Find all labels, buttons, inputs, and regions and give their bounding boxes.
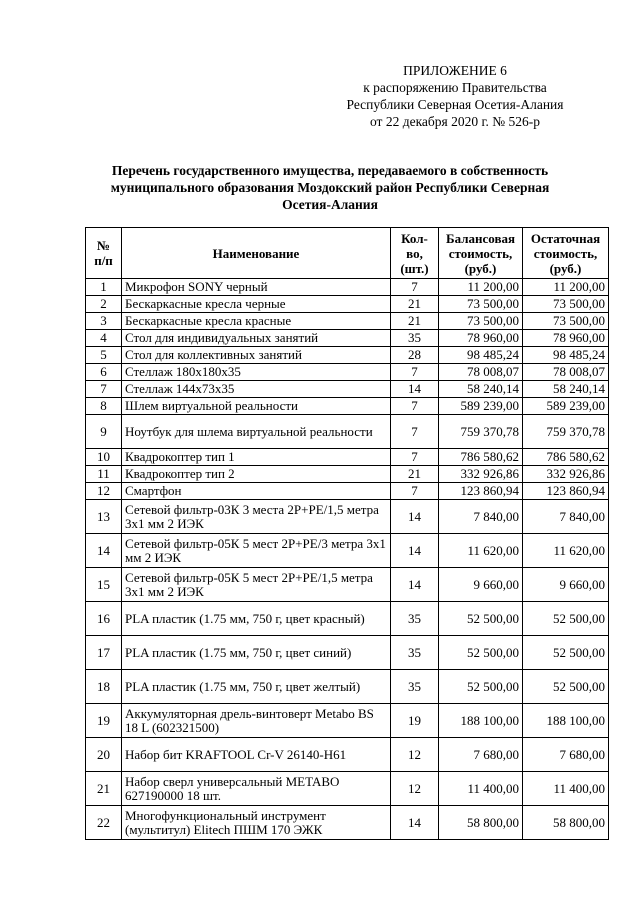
row-number: 11	[86, 466, 122, 483]
item-residual-value: 11 620,00	[523, 534, 609, 568]
table-row	[86, 483, 609, 500]
header-quantity-line: во,	[406, 245, 423, 261]
item-quantity: 35	[391, 636, 439, 670]
header-balance-line: Балансовая	[446, 230, 515, 246]
item-residual-value: 11 200,00	[523, 279, 609, 296]
item-residual-value: 332 926,86	[523, 466, 609, 483]
item-balance-value: 188 100,00	[439, 704, 523, 738]
table-row	[86, 500, 609, 534]
item-quantity: 7	[391, 398, 439, 415]
item-name: Бескаркасные кресла черные	[122, 296, 391, 313]
item-quantity: 14	[391, 534, 439, 568]
table-row	[86, 347, 609, 364]
item-name: PLA пластик (1.75 мм, 750 г, цвет синий)	[122, 636, 391, 670]
table-row	[86, 670, 609, 704]
table-row	[86, 330, 609, 347]
item-balance-value: 9 660,00	[439, 568, 523, 602]
row-number: 20	[86, 738, 122, 772]
table-row	[86, 296, 609, 313]
item-quantity: 12	[391, 772, 439, 806]
item-balance-value: 11 620,00	[439, 534, 523, 568]
item-balance-value: 73 500,00	[439, 296, 523, 313]
row-number: 6	[86, 364, 122, 381]
item-balance-value: 589 239,00	[439, 398, 523, 415]
item-balance-value: 11 200,00	[439, 279, 523, 296]
item-name: Многофункциональный инструмент (мультитул) Elitech ПШМ 170 ЭЖК	[122, 806, 391, 840]
header-residual-line: стоимость,	[533, 245, 598, 261]
row-number: 9	[86, 415, 122, 449]
item-quantity: 7	[391, 415, 439, 449]
header-balance-value	[439, 228, 523, 279]
item-quantity: 7	[391, 364, 439, 381]
table-row	[86, 279, 609, 296]
item-residual-value: 52 500,00	[523, 670, 609, 704]
row-number: 3	[86, 313, 122, 330]
item-balance-value: 78 008,07	[439, 364, 523, 381]
item-name: Сетевой фильтр-05К 5 мест 2P+PE/1,5 метра 3x1 мм 2 ИЭК	[122, 568, 391, 602]
row-number: 22	[86, 806, 122, 840]
item-residual-value: 188 100,00	[523, 704, 609, 738]
item-residual-value: 123 860,94	[523, 483, 609, 500]
item-name: Стеллаж 144x73x35	[122, 381, 391, 398]
item-balance-value: 11 400,00	[439, 772, 523, 806]
item-name: Квадрокоптер тип 1	[122, 449, 391, 466]
table-row	[86, 772, 609, 806]
item-quantity: 7	[391, 449, 439, 466]
item-name: Смартфон	[122, 483, 391, 500]
item-name: Бескаркасные кресла красные	[122, 313, 391, 330]
row-number: 14	[86, 534, 122, 568]
item-quantity: 14	[391, 381, 439, 398]
item-balance-value: 73 500,00	[439, 313, 523, 330]
item-quantity: 21	[391, 296, 439, 313]
table-row	[86, 449, 609, 466]
item-quantity: 28	[391, 347, 439, 364]
item-residual-value: 759 370,78	[523, 415, 609, 449]
property-table	[85, 227, 609, 840]
item-name: Микрофон SONY черный	[122, 279, 391, 296]
header-quantity-line: Кол-	[401, 230, 428, 246]
row-number: 2	[86, 296, 122, 313]
item-name: Сетевой фильтр-05К 5 мест 2P+PE/3 метра 3x1 мм 2 ИЭК	[122, 534, 391, 568]
item-balance-value: 123 860,94	[439, 483, 523, 500]
table-row	[86, 398, 609, 415]
header-number-line: №	[96, 238, 111, 253]
row-number: 13	[86, 500, 122, 534]
row-number: 17	[86, 636, 122, 670]
item-quantity: 19	[391, 704, 439, 738]
item-residual-value: 786 580,62	[523, 449, 609, 466]
item-balance-value: 332 926,86	[439, 466, 523, 483]
table-row	[86, 704, 609, 738]
item-quantity: 14	[391, 568, 439, 602]
item-quantity: 12	[391, 738, 439, 772]
row-number: 16	[86, 602, 122, 636]
row-number: 10	[86, 449, 122, 466]
item-residual-value: 7 680,00	[523, 738, 609, 772]
row-number: 19	[86, 704, 122, 738]
item-quantity: 7	[391, 483, 439, 500]
item-name: Набор сверл универсальный METABO 627190000 18 шт.	[122, 772, 391, 806]
item-residual-value: 52 500,00	[523, 602, 609, 636]
row-number: 21	[86, 772, 122, 806]
header-quantity	[391, 228, 439, 279]
appendix-number: ПРИЛОЖЕНИЕ 6	[403, 63, 507, 78]
document-title-line: Перечень государственного имущества, передаваемого в собственность	[111, 163, 549, 178]
header-number-line: п/п	[94, 253, 113, 268]
item-residual-value: 589 239,00	[523, 398, 609, 415]
item-balance-value: 7 680,00	[439, 738, 523, 772]
row-number: 4	[86, 330, 122, 347]
item-balance-value: 759 370,78	[439, 415, 523, 449]
header-balance-line: (руб.)	[464, 260, 497, 276]
table-row	[86, 381, 609, 398]
item-balance-value: 58 800,00	[439, 806, 523, 840]
item-quantity: 35	[391, 670, 439, 704]
item-residual-value: 78 960,00	[523, 330, 609, 347]
item-quantity: 35	[391, 330, 439, 347]
item-name: Стол для индивидуальных занятий	[122, 330, 391, 347]
item-name: Шлем виртуальной реальности	[122, 398, 391, 415]
item-quantity: 21	[391, 313, 439, 330]
item-balance-value: 52 500,00	[439, 670, 523, 704]
item-name: Набор бит KRAFTOOL Cr-V 26140-H61	[122, 738, 391, 772]
header-quantity-line: (шт.)	[400, 260, 429, 276]
item-name: Ноутбук для шлема виртуальной реальности	[122, 415, 391, 449]
item-name: Сетевой фильтр-03К 3 места 2P+PE/1,5 метра 3x1 мм 2 ИЭК	[122, 500, 391, 534]
header-number	[86, 228, 122, 279]
table-row	[86, 534, 609, 568]
item-quantity: 14	[391, 806, 439, 840]
item-residual-value: 98 485,24	[523, 347, 609, 364]
item-balance-value: 52 500,00	[439, 636, 523, 670]
table-row	[86, 738, 609, 772]
table-row	[86, 466, 609, 483]
document-title-line: муниципального образования Моздокский район Республики Северная	[110, 180, 550, 195]
item-residual-value: 78 008,07	[523, 364, 609, 381]
item-balance-value: 7 840,00	[439, 500, 523, 534]
header-name: Наименование	[122, 228, 391, 279]
header-residual-value	[523, 228, 609, 279]
row-number: 18	[86, 670, 122, 704]
table-row	[86, 364, 609, 381]
row-number: 1	[86, 279, 122, 296]
document-title	[95, 162, 565, 213]
item-name: Стеллаж 180x180x35	[122, 364, 391, 381]
appendix-republic: Республики Северная Осетия-Алания	[346, 97, 564, 112]
appendix-date-number: от 22 декабря 2020 г. № 526-р	[369, 114, 541, 129]
table-body	[86, 279, 609, 840]
item-residual-value: 73 500,00	[523, 313, 609, 330]
item-name: PLA пластик (1.75 мм, 750 г, цвет красный)	[122, 602, 391, 636]
item-balance-value: 58 240,14	[439, 381, 523, 398]
item-residual-value: 7 840,00	[523, 500, 609, 534]
item-residual-value: 58 240,14	[523, 381, 609, 398]
item-residual-value: 73 500,00	[523, 296, 609, 313]
header-residual-line: (руб.)	[549, 260, 582, 276]
row-number: 8	[86, 398, 122, 415]
row-number: 12	[86, 483, 122, 500]
item-name: Аккумуляторная дрель-винтоверт Metabo BS 18 L (602321500)	[122, 704, 391, 738]
item-name: Квадрокоптер тип 2	[122, 466, 391, 483]
item-residual-value: 9 660,00	[523, 568, 609, 602]
item-balance-value: 786 580,62	[439, 449, 523, 466]
item-quantity: 7	[391, 279, 439, 296]
table-row	[86, 806, 609, 840]
row-number: 7	[86, 381, 122, 398]
row-number: 5	[86, 347, 122, 364]
document-title-line: Осетия-Алания	[282, 197, 378, 212]
table-row	[86, 415, 609, 449]
item-quantity: 21	[391, 466, 439, 483]
header-balance-line: стоимость,	[448, 245, 513, 261]
row-number: 15	[86, 568, 122, 602]
item-residual-value: 58 800,00	[523, 806, 609, 840]
appendix-authority: к распоряжению Правительства	[363, 80, 547, 95]
table-row	[86, 568, 609, 602]
table-header-row	[86, 228, 609, 279]
item-balance-value: 52 500,00	[439, 602, 523, 636]
table-row	[86, 602, 609, 636]
item-quantity: 14	[391, 500, 439, 534]
appendix-header	[320, 62, 590, 130]
item-balance-value: 98 485,24	[439, 347, 523, 364]
item-residual-value: 11 400,00	[523, 772, 609, 806]
table-row	[86, 636, 609, 670]
header-residual-line: Остаточная	[530, 230, 601, 246]
item-name: PLA пластик (1.75 мм, 750 г, цвет желтый)	[122, 670, 391, 704]
item-balance-value: 78 960,00	[439, 330, 523, 347]
item-residual-value: 52 500,00	[523, 636, 609, 670]
item-quantity: 35	[391, 602, 439, 636]
table-row	[86, 313, 609, 330]
item-name: Стол для коллективных занятий	[122, 347, 391, 364]
